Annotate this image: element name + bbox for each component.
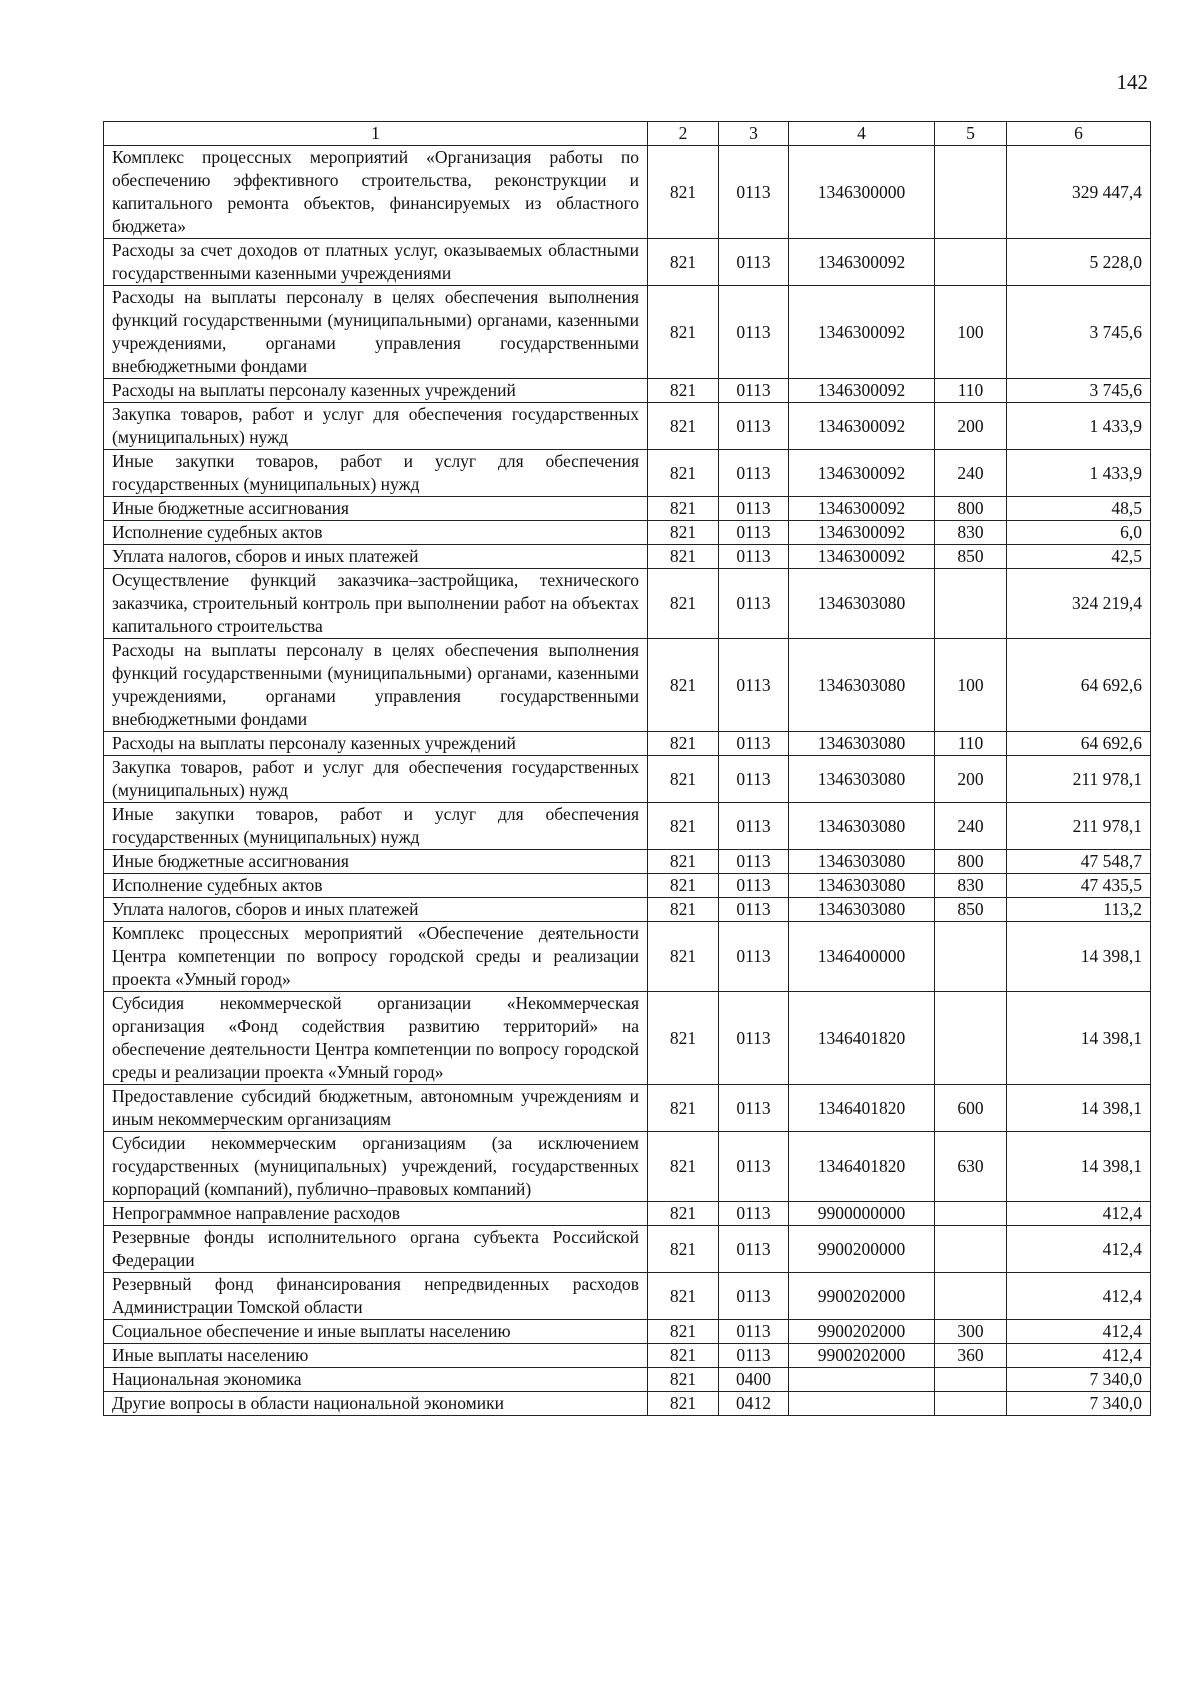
row-section-cell: 0113	[719, 545, 789, 569]
table-row	[104, 1320, 1151, 1344]
table-row	[104, 850, 1151, 874]
row-ministry-cell: 821	[648, 874, 719, 898]
row-section-cell: 0113	[719, 803, 789, 850]
row-kind-cell: 110	[935, 732, 1007, 756]
row-ministry-cell: 821	[648, 569, 719, 639]
row-ministry-cell: 821	[648, 756, 719, 803]
row-target-cell: 9900202000	[789, 1344, 935, 1368]
table-row	[104, 521, 1151, 545]
row-amount-cell: 47 548,7	[1007, 850, 1151, 874]
row-amount-cell: 329 447,4	[1007, 146, 1151, 239]
row-amount-cell: 14 398,1	[1007, 1132, 1151, 1202]
row-section-cell: 0113	[719, 497, 789, 521]
row-ministry-cell: 821	[648, 732, 719, 756]
table-row	[104, 1226, 1151, 1273]
row-name-cell: Непрограммное направление расходов	[104, 1202, 648, 1226]
row-section-cell: 0113	[719, 146, 789, 239]
row-amount-cell: 14 398,1	[1007, 1085, 1151, 1132]
row-kind-cell: 830	[935, 874, 1007, 898]
row-kind-cell	[935, 1392, 1007, 1416]
row-section-cell: 0113	[719, 732, 789, 756]
row-name-cell: Уплата налогов, сборов и иных платежей	[104, 898, 648, 922]
row-kind-cell: 240	[935, 450, 1007, 497]
row-target-cell: 9900000000	[789, 1202, 935, 1226]
row-target-cell: 9900202000	[789, 1320, 935, 1344]
page-number: 142	[1116, 70, 1148, 94]
row-name-cell: Национальная экономика	[104, 1368, 648, 1392]
row-target-cell: 1346401820	[789, 992, 935, 1085]
row-target-cell: 1346300092	[789, 497, 935, 521]
row-ministry-cell: 821	[648, 497, 719, 521]
row-amount-cell: 412,4	[1007, 1273, 1151, 1320]
table-row	[104, 1202, 1151, 1226]
row-kind-cell: 200	[935, 756, 1007, 803]
budget-table	[103, 121, 1151, 1416]
row-section-cell: 0113	[719, 1273, 789, 1320]
row-name-cell: Закупка товаров, работ и услуг для обеспечения государственных (муниципальных) нужд	[104, 756, 648, 803]
row-target-cell: 1346400000	[789, 922, 935, 992]
row-name-cell: Комплекс процессных мероприятий «Организация работы по обеспечению эффективного строительства, реконструкции и капитального ремонта объектов, финансируемых из областного бюджета»	[104, 146, 648, 239]
header-row	[104, 122, 1151, 146]
row-name-cell: Резервный фонд финансирования непредвиденных расходов Администрации Томской области	[104, 1273, 648, 1320]
row-kind-cell	[935, 569, 1007, 639]
row-kind-cell: 800	[935, 497, 1007, 521]
table-row	[104, 756, 1151, 803]
row-amount-cell: 1 433,9	[1007, 450, 1151, 497]
row-section-cell: 0113	[719, 898, 789, 922]
row-ministry-cell: 821	[648, 1368, 719, 1392]
row-section-cell: 0113	[719, 874, 789, 898]
row-section-cell: 0113	[719, 1320, 789, 1344]
row-target-cell: 1346401820	[789, 1132, 935, 1202]
table-row	[104, 1132, 1151, 1202]
row-amount-cell: 14 398,1	[1007, 992, 1151, 1085]
row-name-cell: Расходы на выплаты персоналу в целях обеспечения выполнения функций государственными (муниципальными) органами, казенными учреждениями, органами управления государственными внебюджетными фондами	[104, 286, 648, 379]
row-kind-cell: 100	[935, 286, 1007, 379]
row-amount-cell: 3 745,6	[1007, 379, 1151, 403]
row-kind-cell: 100	[935, 639, 1007, 732]
row-ministry-cell: 821	[648, 922, 719, 992]
row-section-cell: 0412	[719, 1392, 789, 1416]
table-row	[104, 1368, 1151, 1392]
row-kind-cell: 300	[935, 1320, 1007, 1344]
row-section-cell: 0113	[719, 403, 789, 450]
table-body	[104, 146, 1151, 1416]
row-amount-cell: 7 340,0	[1007, 1368, 1151, 1392]
row-name-cell: Комплекс процессных мероприятий «Обеспечение деятельности Центра компетенции по вопросу городской среды и реализации проекта «Умный город»	[104, 922, 648, 992]
row-name-cell: Резервные фонды исполнительного органа субъекта Российской Федерации	[104, 1226, 648, 1273]
row-name-cell: Социальное обеспечение и иные выплаты населению	[104, 1320, 648, 1344]
row-kind-cell: 830	[935, 521, 1007, 545]
row-target-cell: 1346303080	[789, 732, 935, 756]
row-name-cell: Субсидия некоммерческой организации «Некоммерческая организация «Фонд содействия развитию территорий» на обеспечение деятельности Центра компетенции по вопросу городской среды и реализации проекта «Умный город»	[104, 992, 648, 1085]
row-amount-cell: 211 978,1	[1007, 803, 1151, 850]
table-row	[104, 379, 1151, 403]
row-target-cell: 9900200000	[789, 1226, 935, 1273]
row-amount-cell: 324 219,4	[1007, 569, 1151, 639]
row-kind-cell: 200	[935, 403, 1007, 450]
table-row	[104, 639, 1151, 732]
row-ministry-cell: 821	[648, 639, 719, 732]
row-amount-cell: 412,4	[1007, 1202, 1151, 1226]
table-row	[104, 874, 1151, 898]
row-name-cell: Иные бюджетные ассигнования	[104, 497, 648, 521]
row-section-cell: 0113	[719, 1202, 789, 1226]
row-section-cell: 0113	[719, 639, 789, 732]
row-kind-cell	[935, 992, 1007, 1085]
row-target-cell: 9900202000	[789, 1273, 935, 1320]
row-target-cell: 1346300092	[789, 521, 935, 545]
row-name-cell: Осуществление функций заказчика–застройщика, технического заказчика, строительный контроль при выполнении работ на объектах капитального строительства	[104, 569, 648, 639]
row-amount-cell: 64 692,6	[1007, 732, 1151, 756]
row-section-cell: 0113	[719, 1132, 789, 1202]
row-amount-cell: 42,5	[1007, 545, 1151, 569]
table-row	[104, 803, 1151, 850]
row-kind-cell	[935, 922, 1007, 992]
table-row	[104, 992, 1151, 1085]
table-row	[104, 286, 1151, 379]
row-target-cell: 1346300092	[789, 545, 935, 569]
row-kind-cell	[935, 1226, 1007, 1273]
row-kind-cell: 600	[935, 1085, 1007, 1132]
row-section-cell: 0113	[719, 850, 789, 874]
row-kind-cell	[935, 1202, 1007, 1226]
row-name-cell: Уплата налогов, сборов и иных платежей	[104, 545, 648, 569]
header-col-3: 3	[719, 122, 789, 146]
row-ministry-cell: 821	[648, 379, 719, 403]
row-section-cell: 0113	[719, 756, 789, 803]
row-ministry-cell: 821	[648, 450, 719, 497]
row-target-cell	[789, 1392, 935, 1416]
row-name-cell: Закупка товаров, работ и услуг для обеспечения государственных (муниципальных) нужд	[104, 403, 648, 450]
table-row	[104, 1392, 1151, 1416]
row-amount-cell: 5 228,0	[1007, 239, 1151, 286]
row-kind-cell: 240	[935, 803, 1007, 850]
row-name-cell: Другие вопросы в области национальной экономики	[104, 1392, 648, 1416]
row-target-cell: 1346303080	[789, 874, 935, 898]
table-row	[104, 569, 1151, 639]
header-col-6: 6	[1007, 122, 1151, 146]
row-ministry-cell: 821	[648, 850, 719, 874]
row-ministry-cell: 821	[648, 403, 719, 450]
row-kind-cell	[935, 1273, 1007, 1320]
row-target-cell: 1346300092	[789, 286, 935, 379]
row-name-cell: Иные бюджетные ассигнования	[104, 850, 648, 874]
row-amount-cell: 14 398,1	[1007, 922, 1151, 992]
row-kind-cell: 110	[935, 379, 1007, 403]
row-amount-cell: 7 340,0	[1007, 1392, 1151, 1416]
row-amount-cell: 64 692,6	[1007, 639, 1151, 732]
row-ministry-cell: 821	[648, 898, 719, 922]
row-ministry-cell: 821	[648, 1320, 719, 1344]
row-ministry-cell: 821	[648, 521, 719, 545]
row-ministry-cell: 821	[648, 286, 719, 379]
row-amount-cell: 412,4	[1007, 1344, 1151, 1368]
row-section-cell: 0113	[719, 569, 789, 639]
row-target-cell: 1346300092	[789, 379, 935, 403]
row-name-cell: Расходы на выплаты персоналу казенных учреждений	[104, 379, 648, 403]
row-name-cell: Иные закупки товаров, работ и услуг для обеспечения государственных (муниципальных) нужд	[104, 803, 648, 850]
row-amount-cell: 3 745,6	[1007, 286, 1151, 379]
row-section-cell: 0113	[719, 286, 789, 379]
row-ministry-cell: 821	[648, 803, 719, 850]
row-amount-cell: 48,5	[1007, 497, 1151, 521]
row-kind-cell	[935, 239, 1007, 286]
row-target-cell: 1346303080	[789, 803, 935, 850]
row-name-cell: Исполнение судебных актов	[104, 521, 648, 545]
row-amount-cell: 412,4	[1007, 1226, 1151, 1273]
table-row	[104, 497, 1151, 521]
row-section-cell: 0113	[719, 992, 789, 1085]
row-target-cell: 1346303080	[789, 898, 935, 922]
row-kind-cell: 360	[935, 1344, 1007, 1368]
row-amount-cell: 113,2	[1007, 898, 1151, 922]
row-ministry-cell: 821	[648, 545, 719, 569]
row-section-cell: 0113	[719, 379, 789, 403]
row-target-cell: 1346300092	[789, 450, 935, 497]
row-target-cell: 1346303080	[789, 756, 935, 803]
row-target-cell: 1346300000	[789, 146, 935, 239]
row-amount-cell: 211 978,1	[1007, 756, 1151, 803]
row-ministry-cell: 821	[648, 1392, 719, 1416]
row-name-cell: Субсидии некоммерческим организациям (за исключением государственных (муниципальных) учреждений, государственных корпораций (компаний), публично–правовых компаний)	[104, 1132, 648, 1202]
row-section-cell: 0113	[719, 1344, 789, 1368]
row-target-cell: 1346303080	[789, 639, 935, 732]
table-row	[104, 898, 1151, 922]
table-row	[104, 1344, 1151, 1368]
row-section-cell: 0113	[719, 1226, 789, 1273]
row-name-cell: Расходы на выплаты персоналу в целях обеспечения выполнения функций государственными (муниципальными) органами, казенными учреждениями, органами управления государственными внебюджетными фондами	[104, 639, 648, 732]
row-name-cell: Иные выплаты населению	[104, 1344, 648, 1368]
row-section-cell: 0113	[719, 239, 789, 286]
row-name-cell: Расходы на выплаты персоналу казенных учреждений	[104, 732, 648, 756]
row-amount-cell: 412,4	[1007, 1320, 1151, 1344]
header-col-4: 4	[789, 122, 935, 146]
row-amount-cell: 1 433,9	[1007, 403, 1151, 450]
row-amount-cell: 47 435,5	[1007, 874, 1151, 898]
table-row	[104, 403, 1151, 450]
row-kind-cell: 850	[935, 545, 1007, 569]
row-name-cell: Иные закупки товаров, работ и услуг для обеспечения государственных (муниципальных) нужд	[104, 450, 648, 497]
row-ministry-cell: 821	[648, 992, 719, 1085]
row-kind-cell: 850	[935, 898, 1007, 922]
table-row	[104, 732, 1151, 756]
row-name-cell: Предоставление субсидий бюджетным, автономным учреждениям и иным некоммерческим организациям	[104, 1085, 648, 1132]
row-ministry-cell: 821	[648, 1132, 719, 1202]
header-col-5: 5	[935, 122, 1007, 146]
row-ministry-cell: 821	[648, 1226, 719, 1273]
row-section-cell: 0113	[719, 450, 789, 497]
row-target-cell: 1346303080	[789, 850, 935, 874]
table-row	[104, 922, 1151, 992]
row-section-cell: 0400	[719, 1368, 789, 1392]
row-ministry-cell: 821	[648, 1273, 719, 1320]
table-row	[104, 545, 1151, 569]
row-section-cell: 0113	[719, 521, 789, 545]
row-ministry-cell: 821	[648, 1202, 719, 1226]
row-kind-cell	[935, 1368, 1007, 1392]
row-kind-cell: 800	[935, 850, 1007, 874]
table-row	[104, 1085, 1151, 1132]
table-row	[104, 146, 1151, 239]
row-kind-cell	[935, 146, 1007, 239]
row-section-cell: 0113	[719, 922, 789, 992]
row-amount-cell: 6,0	[1007, 521, 1151, 545]
row-target-cell: 1346401820	[789, 1085, 935, 1132]
row-target-cell: 1346303080	[789, 569, 935, 639]
row-target-cell: 1346300092	[789, 239, 935, 286]
header-col-1: 1	[104, 122, 648, 146]
table-row	[104, 1273, 1151, 1320]
row-kind-cell: 630	[935, 1132, 1007, 1202]
header-col-2: 2	[648, 122, 719, 146]
row-target-cell: 1346300092	[789, 403, 935, 450]
table-row	[104, 450, 1151, 497]
row-name-cell: Расходы за счет доходов от платных услуг, оказываемых областными государственными казенными учреждениями	[104, 239, 648, 286]
table-header	[104, 122, 1151, 146]
row-target-cell	[789, 1368, 935, 1392]
row-ministry-cell: 821	[648, 1344, 719, 1368]
row-ministry-cell: 821	[648, 146, 719, 239]
row-ministry-cell: 821	[648, 239, 719, 286]
row-ministry-cell: 821	[648, 1085, 719, 1132]
row-name-cell: Исполнение судебных актов	[104, 874, 648, 898]
table-row	[104, 239, 1151, 286]
row-section-cell: 0113	[719, 1085, 789, 1132]
